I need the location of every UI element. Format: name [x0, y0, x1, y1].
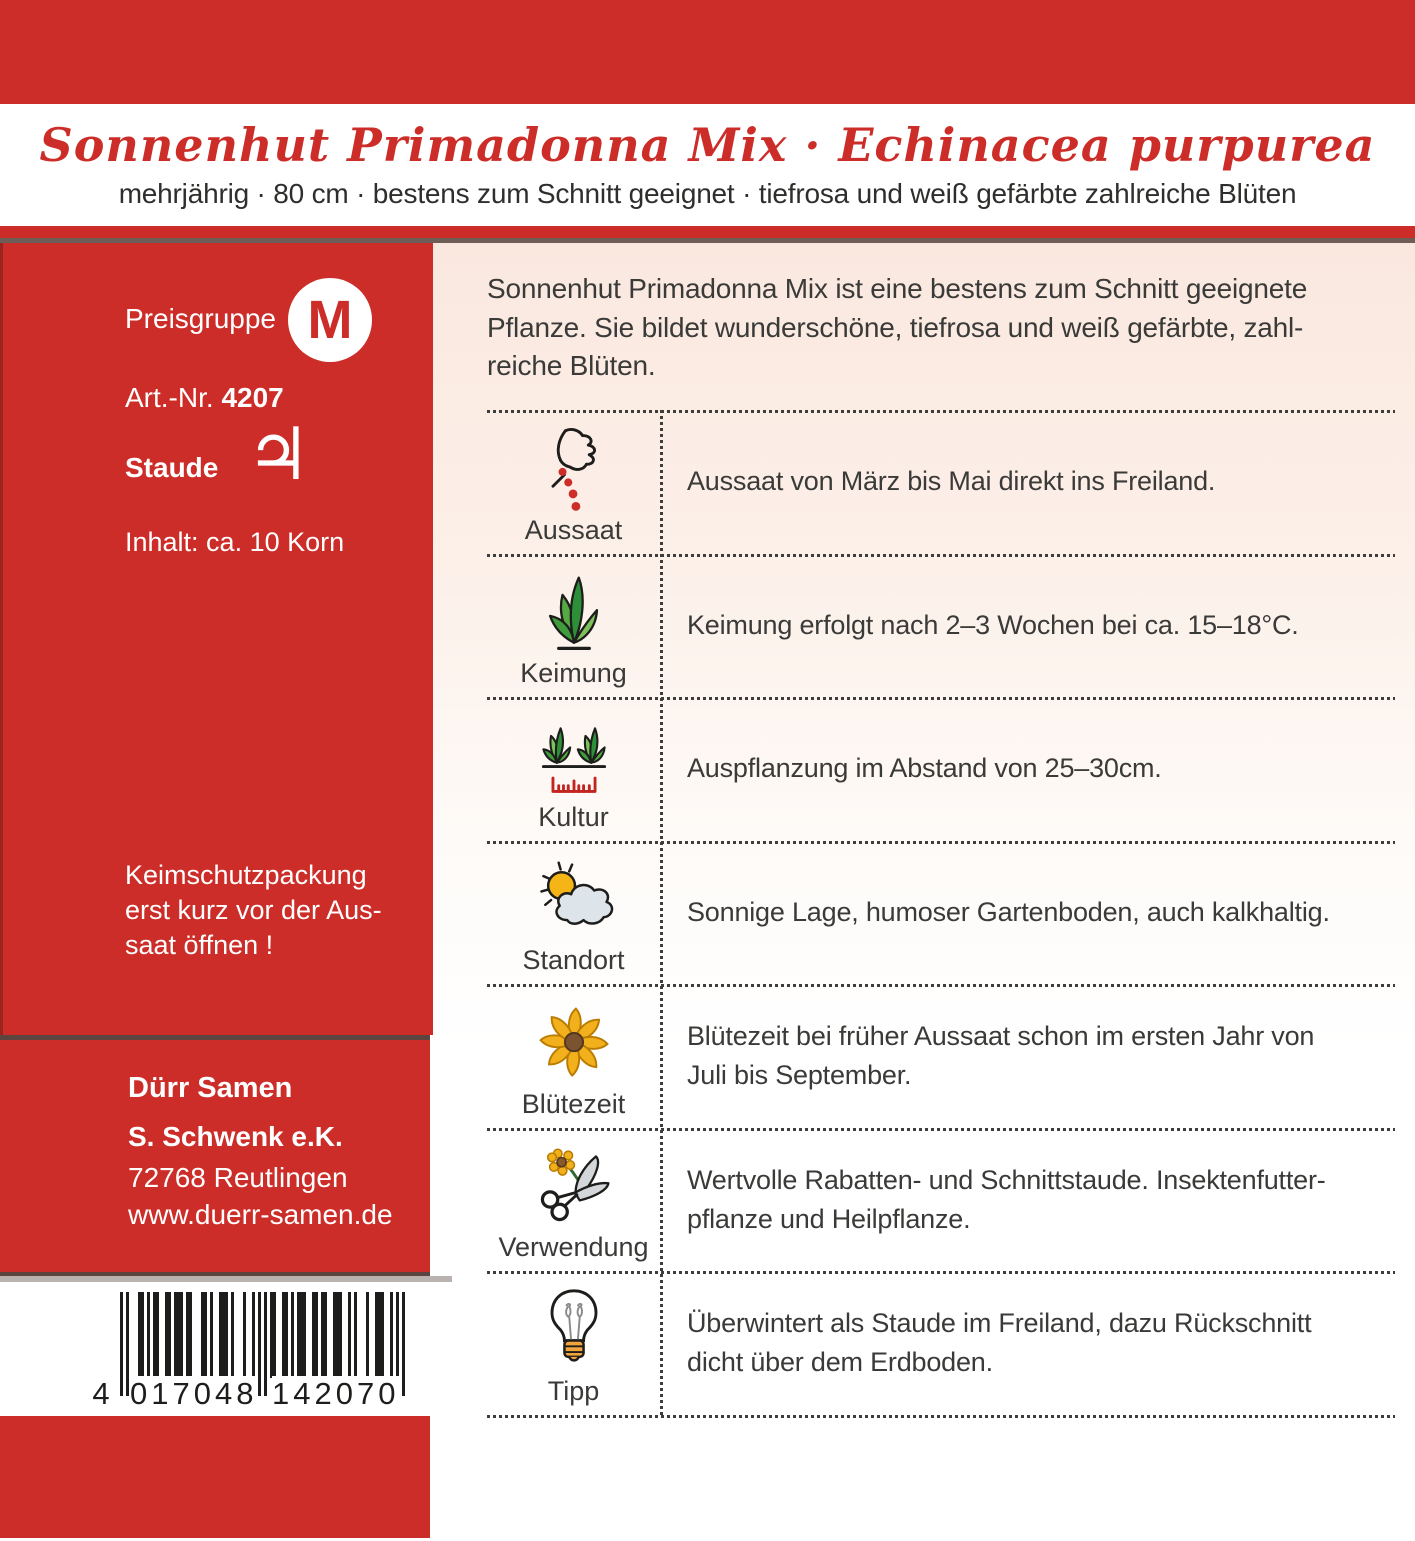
sprout-icon [528, 570, 620, 658]
info-row-text: Aussaat von März bis Mai direkt ins Freiland. [687, 466, 1216, 497]
ean-barcode [92, 1292, 422, 1414]
info-row-text: Überwintert als Staude im Freiland, dazu Rückschnitt dicht über dem Erdboden. [687, 1308, 1312, 1378]
red-divider-strip [0, 226, 1415, 238]
publisher-city: 72768 Reutlingen [128, 1162, 348, 1193]
sowing-hand-icon [528, 426, 620, 514]
variety-subtitle: mehrjährig · 80 cm · bestens zum Schnitt geeignet · tiefrosa und weiß gefärbte zahlreiche Blüten [118, 178, 1297, 209]
info-row-text: Sonnige Lage, humoser Gartenboden, auch kalkhaltig. [687, 896, 1330, 927]
price-group-label: Preisgruppe [125, 303, 276, 334]
publisher-website: www.duerr-samen.de [128, 1199, 393, 1230]
barcode-digits-left: 017048 [130, 1376, 258, 1411]
info-row-label: Tipp [547, 1375, 600, 1406]
culture-info-table [487, 410, 1395, 1415]
info-row-label: Blütezeit [521, 1088, 626, 1119]
top-red-bar [0, 0, 1415, 104]
title-band [0, 104, 1415, 226]
info-row-icon-cell [487, 697, 660, 841]
info-row-label: Aussaat [524, 514, 623, 545]
article-number-label: Art.-Nr. [125, 382, 214, 413]
info-row-aussaat [487, 410, 1395, 554]
barcode-bar [402, 1292, 405, 1396]
flower-icon [528, 1000, 620, 1088]
info-row-label: Standort [522, 945, 625, 976]
table-horizontal-dotted-line [487, 1415, 1395, 1418]
info-row-text: Auspflanzung im Abstand von 25–30cm. [687, 753, 1162, 784]
sidebar-separator-shadow [0, 1276, 452, 1282]
article-number-value: 4207 [221, 382, 284, 413]
plant-spacing-icon [528, 713, 620, 801]
info-row-bltezeit [487, 984, 1395, 1128]
scissors-icon [528, 1144, 620, 1232]
info-row-text: Keimung erfolgt nach 2–3 Wochen bei ca. 15–18°C. [687, 609, 1299, 640]
info-row-label: Keimung [520, 658, 627, 689]
perennial-symbol-icon: ♃ [246, 412, 311, 496]
info-row-keimung [487, 554, 1395, 698]
article-number-line [125, 382, 284, 414]
barcode-digits-right: 142070 [272, 1376, 400, 1411]
info-row-tipp [487, 1271, 1395, 1415]
price-group-badge: M [288, 278, 372, 362]
info-row-icon-cell [487, 554, 660, 698]
sun-cloud-icon [528, 857, 620, 945]
info-row-icon-cell [487, 1128, 660, 1272]
plant-type-label: Staude [125, 452, 219, 483]
bulb-icon [528, 1287, 620, 1375]
info-row-icon-cell [487, 1271, 660, 1415]
barcode-digit-first: 4 [86, 1376, 116, 1412]
publisher-name: Dürr Samen [128, 1072, 293, 1104]
content-quantity-line: Inhalt: ca. 10 Korn [125, 527, 345, 557]
germination-protection-note: Keimschutzpackung erst kurz vor der Aus- saat öffnen ! [125, 860, 382, 960]
publisher-company: S. Schwenk e.K. [128, 1121, 343, 1152]
info-row-text: Blütezeit bei früher Aussaat schon im ersten Jahr von Juli bis September. [687, 1021, 1315, 1091]
info-row-kultur [487, 697, 1395, 841]
sidebar-bottom-red-panel [0, 1416, 430, 1538]
info-row-icon-cell [487, 410, 660, 554]
info-row-icon-cell [487, 841, 660, 985]
variety-title: Sonnenhut Primadonna Mix · Echinacea purpurea [39, 118, 1376, 172]
info-row-label: Verwendung [498, 1232, 649, 1263]
info-row-verwendung [487, 1128, 1395, 1272]
info-row-standort [487, 841, 1395, 985]
description-paragraph: Sonnenhut Primadonna Mix ist eine bestens zum Schnitt geeignete Pflanze. Sie bildet wunderschöne, tiefrosa und weiß gefärbte, zahl- reiche Blüten. [487, 273, 1308, 381]
info-row-icon-cell [487, 984, 660, 1128]
info-row-text: Wertvolle Rabatten- und Schnittstaude. Insektenfutter- pflanze und Heilpflanze. [687, 1164, 1326, 1234]
info-row-label: Kultur [538, 801, 609, 832]
